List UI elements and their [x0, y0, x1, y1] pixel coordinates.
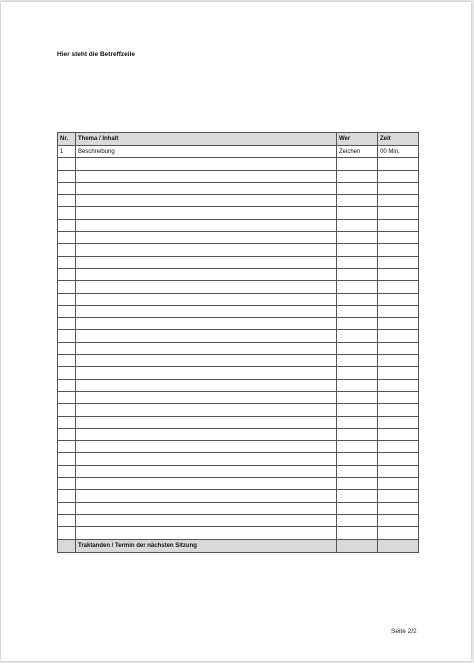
- cell-nr[interactable]: [58, 182, 76, 194]
- table-row-empty[interactable]: [58, 514, 419, 526]
- cell-nr[interactable]: [58, 158, 76, 170]
- cell-thema[interactable]: [76, 342, 337, 354]
- cell-zeit[interactable]: [378, 428, 419, 440]
- header-thema: Thema / Inhalt: [76, 133, 337, 146]
- cell-wer[interactable]: [337, 379, 378, 391]
- cell-wer[interactable]: [337, 256, 378, 268]
- cell-zeit[interactable]: [378, 367, 419, 379]
- cell-nr[interactable]: [58, 416, 76, 428]
- cell-wer[interactable]: [337, 158, 378, 170]
- cell-nr[interactable]: [58, 478, 76, 490]
- cell-zeit[interactable]: [378, 318, 419, 330]
- cell-thema[interactable]: [76, 478, 337, 490]
- page-number: Seite 2/2: [391, 628, 417, 635]
- cell-thema[interactable]: [76, 465, 337, 477]
- cell-zeit[interactable]: [378, 281, 419, 293]
- cell-zeit[interactable]: [378, 207, 419, 219]
- cell-thema[interactable]: [76, 391, 337, 403]
- cell-wer[interactable]: [337, 318, 378, 330]
- cell-thema[interactable]: [76, 244, 337, 256]
- cell-nr[interactable]: [58, 305, 76, 317]
- cell-zeit[interactable]: 00 Min.: [378, 146, 419, 158]
- table-row-empty[interactable]: [58, 268, 419, 280]
- cell-nr[interactable]: [58, 207, 76, 219]
- cell-wer[interactable]: [337, 514, 378, 526]
- cell-thema[interactable]: [76, 305, 337, 317]
- cell-zeit[interactable]: [378, 342, 419, 354]
- cell-nr[interactable]: [58, 244, 76, 256]
- cell-nr[interactable]: [58, 453, 76, 465]
- cell-wer[interactable]: [337, 465, 378, 477]
- cell-wer[interactable]: [337, 478, 378, 490]
- table-row-empty[interactable]: [58, 207, 419, 219]
- cell-nr[interactable]: [58, 465, 76, 477]
- cell-zeit[interactable]: [378, 268, 419, 280]
- cell-wer[interactable]: [337, 502, 378, 514]
- cell-zeit[interactable]: [378, 305, 419, 317]
- cell-zeit[interactable]: [378, 416, 419, 428]
- footer-wer-cell: [337, 539, 378, 552]
- table-row-empty[interactable]: [58, 416, 419, 428]
- table-row-empty[interactable]: [58, 330, 419, 342]
- cell-nr[interactable]: [58, 355, 76, 367]
- cell-wer[interactable]: [337, 527, 378, 539]
- cell-nr[interactable]: [58, 404, 76, 416]
- cell-thema[interactable]: [76, 355, 337, 367]
- table-row-empty[interactable]: [58, 293, 419, 305]
- cell-nr[interactable]: [58, 379, 76, 391]
- cell-thema[interactable]: [76, 379, 337, 391]
- cell-zeit[interactable]: [378, 379, 419, 391]
- cell-thema[interactable]: [76, 293, 337, 305]
- cell-wer[interactable]: [337, 367, 378, 379]
- cell-zeit[interactable]: [378, 441, 419, 453]
- cell-thema[interactable]: [76, 219, 337, 231]
- cell-wer[interactable]: [337, 182, 378, 194]
- cell-nr[interactable]: 1: [58, 146, 76, 158]
- cell-thema[interactable]: [76, 158, 337, 170]
- table-header-row: [58, 133, 419, 146]
- cell-wer[interactable]: [337, 441, 378, 453]
- cell-wer[interactable]: [337, 355, 378, 367]
- cell-thema[interactable]: [76, 367, 337, 379]
- cell-wer[interactable]: Zeichen: [337, 146, 378, 158]
- cell-nr[interactable]: [58, 391, 76, 403]
- table-row-empty[interactable]: [58, 355, 419, 367]
- subject-line: Hier steht die Betreffzeile: [57, 51, 136, 58]
- cell-wer[interactable]: [337, 342, 378, 354]
- cell-thema[interactable]: [76, 182, 337, 194]
- cell-zeit[interactable]: [378, 478, 419, 490]
- cell-wer[interactable]: [337, 219, 378, 231]
- cell-zeit[interactable]: [378, 182, 419, 194]
- table-row-empty[interactable]: [58, 453, 419, 465]
- cell-nr[interactable]: [58, 367, 76, 379]
- table-row-empty[interactable]: [58, 318, 419, 330]
- cell-zeit[interactable]: [378, 170, 419, 182]
- cell-thema[interactable]: [76, 268, 337, 280]
- cell-wer[interactable]: [337, 232, 378, 244]
- cell-zeit[interactable]: [378, 490, 419, 502]
- cell-nr[interactable]: [58, 441, 76, 453]
- table-row-empty[interactable]: [58, 158, 419, 170]
- cell-thema[interactable]: [76, 232, 337, 244]
- cell-nr[interactable]: [58, 428, 76, 440]
- cell-nr[interactable]: [58, 195, 76, 207]
- cell-thema[interactable]: [76, 330, 337, 342]
- table-row-empty[interactable]: [58, 219, 419, 231]
- cell-nr[interactable]: [58, 232, 76, 244]
- cell-thema[interactable]: [76, 195, 337, 207]
- cell-wer[interactable]: [337, 490, 378, 502]
- cell-zeit[interactable]: [378, 244, 419, 256]
- cell-zeit[interactable]: [378, 355, 419, 367]
- cell-wer[interactable]: [337, 305, 378, 317]
- cell-zeit[interactable]: [378, 195, 419, 207]
- cell-thema[interactable]: [76, 527, 337, 539]
- cell-nr[interactable]: [58, 490, 76, 502]
- cell-nr[interactable]: [58, 281, 76, 293]
- table-body: [58, 146, 419, 540]
- table-row-empty[interactable]: [58, 367, 419, 379]
- table-row-empty[interactable]: [58, 244, 419, 256]
- agenda-table: [57, 132, 419, 553]
- table-row-empty[interactable]: [58, 305, 419, 317]
- cell-nr[interactable]: [58, 219, 76, 231]
- cell-zeit[interactable]: [378, 514, 419, 526]
- footer-label[interactable]: Traktanden / Termin der nächsten Sitzung: [76, 539, 337, 552]
- table-row-empty[interactable]: [58, 342, 419, 354]
- cell-wer[interactable]: [337, 195, 378, 207]
- cell-thema[interactable]: [76, 318, 337, 330]
- table-row-empty[interactable]: [58, 232, 419, 244]
- table-row-empty[interactable]: [58, 502, 419, 514]
- cell-wer[interactable]: [337, 404, 378, 416]
- table-row-empty[interactable]: [58, 195, 419, 207]
- header-wer: Wer: [337, 133, 378, 146]
- table-row-empty[interactable]: [58, 379, 419, 391]
- cell-thema[interactable]: [76, 514, 337, 526]
- cell-thema[interactable]: [76, 416, 337, 428]
- cell-zeit[interactable]: [378, 404, 419, 416]
- footer-zeit-cell: [378, 539, 419, 552]
- cell-wer[interactable]: [337, 268, 378, 280]
- table-row-empty[interactable]: [58, 490, 419, 502]
- cell-nr[interactable]: [58, 268, 76, 280]
- cell-thema[interactable]: [76, 256, 337, 268]
- table-row[interactable]: [58, 146, 419, 158]
- cell-zeit[interactable]: [378, 391, 419, 403]
- cell-zeit[interactable]: [378, 465, 419, 477]
- cell-zeit[interactable]: [378, 256, 419, 268]
- cell-wer[interactable]: [337, 281, 378, 293]
- cell-zeit[interactable]: [378, 527, 419, 539]
- cell-zeit[interactable]: [378, 158, 419, 170]
- cell-thema[interactable]: [76, 170, 337, 182]
- cell-nr[interactable]: [58, 293, 76, 305]
- cell-thema[interactable]: [76, 453, 337, 465]
- cell-zeit[interactable]: [378, 232, 419, 244]
- table-row-empty[interactable]: [58, 441, 419, 453]
- cell-nr[interactable]: [58, 342, 76, 354]
- cell-nr[interactable]: [58, 514, 76, 526]
- table-row-empty[interactable]: [58, 478, 419, 490]
- cell-wer[interactable]: [337, 207, 378, 219]
- table-row-empty[interactable]: [58, 465, 419, 477]
- cell-wer[interactable]: [337, 391, 378, 403]
- cell-wer[interactable]: [337, 330, 378, 342]
- table-row-empty[interactable]: [58, 281, 419, 293]
- table-row-empty[interactable]: [58, 391, 419, 403]
- cell-thema[interactable]: Beschreibung: [76, 146, 337, 158]
- table-row-empty[interactable]: [58, 527, 419, 539]
- cell-wer[interactable]: [337, 416, 378, 428]
- cell-nr[interactable]: [58, 330, 76, 342]
- cell-thema[interactable]: [76, 281, 337, 293]
- table-row-empty[interactable]: [58, 428, 419, 440]
- cell-nr[interactable]: [58, 170, 76, 182]
- cell-thema[interactable]: [76, 207, 337, 219]
- document-page: [1, 2, 471, 661]
- cell-thema[interactable]: [76, 490, 337, 502]
- cell-nr[interactable]: [58, 256, 76, 268]
- table-footer-row: [58, 539, 419, 552]
- cell-zeit[interactable]: [378, 502, 419, 514]
- cell-wer[interactable]: [337, 170, 378, 182]
- table-row-empty[interactable]: [58, 182, 419, 194]
- table-row-empty[interactable]: [58, 256, 419, 268]
- cell-thema[interactable]: [76, 502, 337, 514]
- cell-zeit[interactable]: [378, 293, 419, 305]
- cell-nr[interactable]: [58, 527, 76, 539]
- cell-zeit[interactable]: [378, 330, 419, 342]
- cell-thema[interactable]: [76, 428, 337, 440]
- table-row-empty[interactable]: [58, 170, 419, 182]
- cell-thema[interactable]: [76, 404, 337, 416]
- cell-wer[interactable]: [337, 244, 378, 256]
- cell-nr[interactable]: [58, 318, 76, 330]
- header-nr: Nr.: [58, 133, 76, 146]
- cell-zeit[interactable]: [378, 453, 419, 465]
- cell-wer[interactable]: [337, 453, 378, 465]
- cell-wer[interactable]: [337, 428, 378, 440]
- cell-wer[interactable]: [337, 293, 378, 305]
- cell-nr[interactable]: [58, 502, 76, 514]
- cell-zeit[interactable]: [378, 219, 419, 231]
- cell-thema[interactable]: [76, 441, 337, 453]
- header-zeit: Zeit: [378, 133, 419, 146]
- footer-nr-cell: [58, 539, 76, 552]
- table-row-empty[interactable]: [58, 404, 419, 416]
